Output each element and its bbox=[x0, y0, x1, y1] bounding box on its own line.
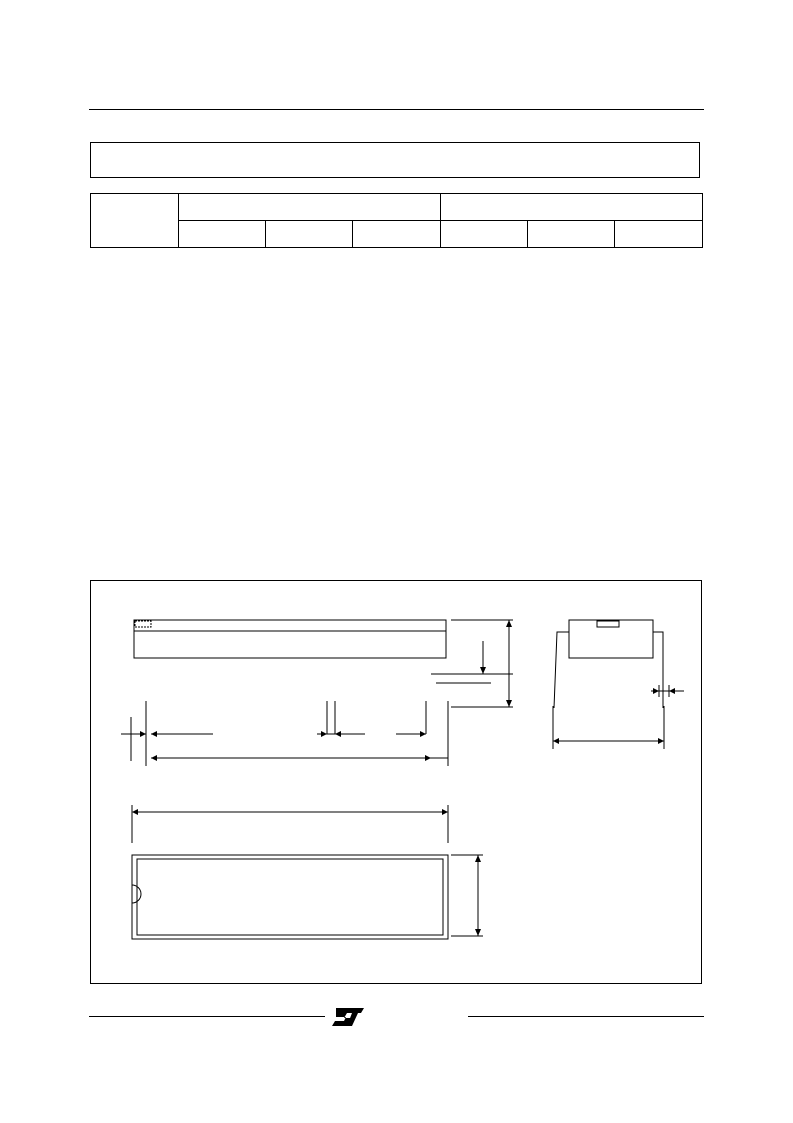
inch-group-header bbox=[441, 194, 703, 221]
table-header-row bbox=[91, 194, 703, 221]
mm-min-header bbox=[179, 221, 266, 248]
top-view-body-outer bbox=[132, 855, 448, 939]
mm-group-header bbox=[179, 194, 441, 221]
table-subheader-row bbox=[91, 221, 703, 248]
top-view-body-inner bbox=[137, 859, 443, 935]
dim-header-cell bbox=[91, 194, 179, 248]
mm-typ-header bbox=[266, 221, 353, 248]
end-view-right-lead bbox=[653, 632, 663, 708]
side-view-index-mark bbox=[135, 621, 151, 627]
end-view-body bbox=[569, 620, 653, 658]
footer-rule-right bbox=[468, 1016, 704, 1017]
mm-max-header bbox=[353, 221, 441, 248]
package-title-box bbox=[90, 142, 700, 178]
footer-rule-left bbox=[89, 1016, 325, 1017]
inch-min-header bbox=[441, 221, 528, 248]
package-drawing bbox=[91, 581, 703, 985]
end-view-left-lead bbox=[554, 632, 569, 708]
side-view-body bbox=[134, 620, 446, 658]
st-logo-icon bbox=[330, 1004, 465, 1030]
package-drawing-box bbox=[90, 580, 702, 984]
end-view-notch bbox=[597, 621, 619, 627]
inch-max-header bbox=[615, 221, 703, 248]
header-rule bbox=[89, 109, 704, 110]
dimensions-table bbox=[90, 193, 703, 248]
inch-typ-header bbox=[528, 221, 615, 248]
